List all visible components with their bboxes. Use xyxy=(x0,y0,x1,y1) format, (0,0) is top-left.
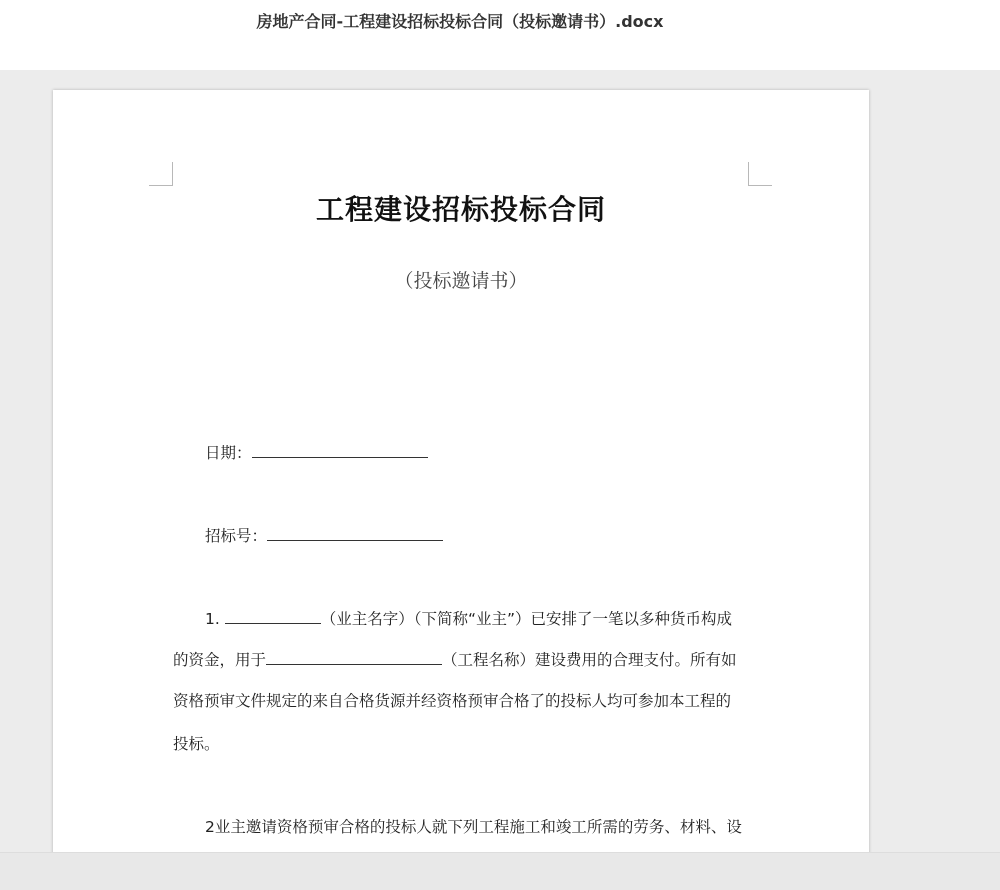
paragraph-1-line-2 xyxy=(173,650,737,670)
project-name-blank xyxy=(266,651,442,665)
bottom-bar xyxy=(0,852,1000,890)
paragraph-1-line-3: 资格预审文件规定的来自合格货源并经资格预审合格了的投标人均可参加本工程的 xyxy=(173,692,732,710)
document-subtitle: （投标邀请书） xyxy=(394,270,528,292)
document-page xyxy=(53,90,869,852)
date-blank xyxy=(252,444,428,458)
paragraph-2-line-1: 2业主邀请资格预审合格的投标人就下列工程施工和竣工所需的劳务、材料、设 xyxy=(205,818,742,836)
margin-corner-top-right xyxy=(748,162,772,186)
date-label: 日期： xyxy=(205,444,252,462)
bid-number-line xyxy=(205,526,443,546)
bid-number-label: 招标号： xyxy=(205,527,268,545)
document-filename: 房地产合同-工程建设招标投标合同（投标邀请书）.docx xyxy=(256,12,664,31)
paragraph-1-text-2b: （工程名称）建设费用的合理支付。所有如 xyxy=(442,651,737,669)
document-viewer[interactable] xyxy=(0,70,1000,852)
paragraph-1-number: 1. xyxy=(205,610,220,628)
paragraph-1-line-4: 投标。 xyxy=(173,735,220,753)
paragraph-1-line-1 xyxy=(205,609,732,629)
bid-number-blank xyxy=(267,527,443,541)
paragraph-1-text-1: （业主名字）（下简称“业主”）已安排了一笔以多种货币构成 xyxy=(320,610,733,628)
paragraph-1-text-2a: 的资金，用于 xyxy=(173,651,267,669)
margin-corner-top-left xyxy=(149,162,173,186)
document-title: 工程建设招标投标合同 xyxy=(315,193,606,226)
title-bar xyxy=(0,0,1000,70)
date-line xyxy=(205,443,428,463)
owner-name-blank xyxy=(225,610,321,624)
